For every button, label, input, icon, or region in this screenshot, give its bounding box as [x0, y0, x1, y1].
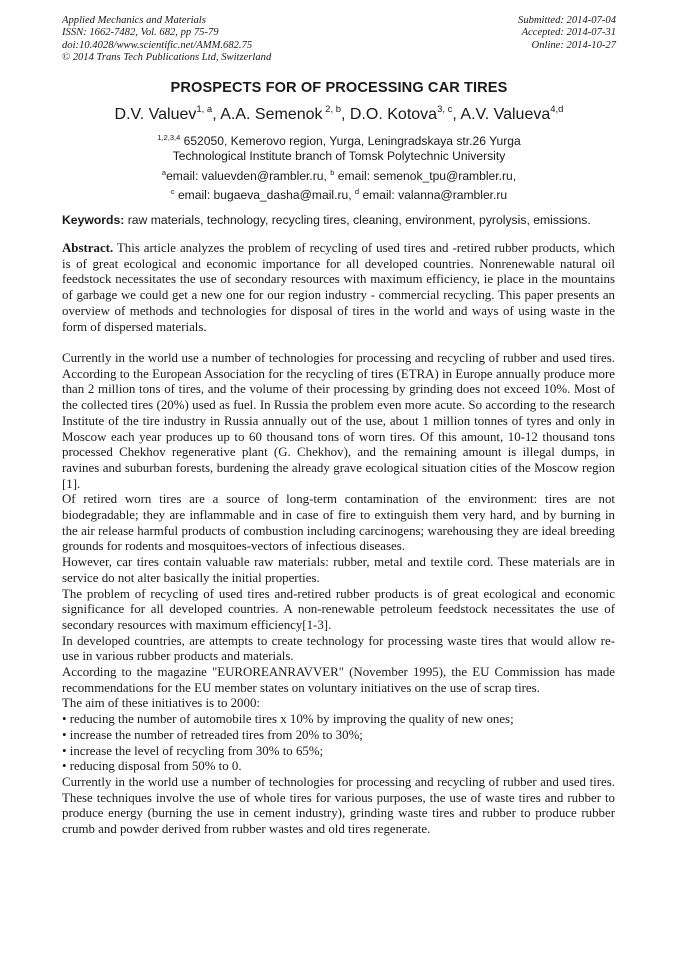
- online-date: Online: 2014-10-27: [531, 39, 616, 51]
- paper-title: PROSPECTS FOR OF PROCESSING CAR TIRES: [170, 80, 508, 96]
- abstract-label: Abstract.: [62, 241, 114, 255]
- bullet-item: • increase the number of retreaded tires from 20% to 30%;: [62, 727, 363, 742]
- abstract-text: This article analyzes the problem of recycling of used tires and -retired rubber products, which is of great ecological and economic importance for all developed countries. Nonrenewable natural oil feedstock necessitates the use of secondary resources with maximum efficiency, ie place in the mountains of garbage we could get a new one for our region industry - commercial recycling. This paper presents an overview of methods and technologies for disposal of tires in the world and ways of using waste in the form of dispersed materials.: [62, 241, 615, 334]
- author-name: D.O. Kotova: [349, 106, 438, 123]
- author-list: D.V. Valuev$^{1, a}$, A.A. Semenok $^{2, b}$, D.O. Kotova$^{3, c}$, A.V. Valueva$^{4,d}$: [114, 104, 564, 123]
- paragraph: The problem of recycling of used tires and-retired rubber products is of great ecological and economic significance for all developed countries. A non-renewable petroleum feedstock necessitates the use of secondary resources with maximum efficiency[1-3].: [62, 586, 615, 632]
- email-d[interactable]: email: valanna@rambler.ru: [359, 188, 508, 202]
- affiliation: [0, 130, 678, 164]
- email-line-1: $^a$email: valuevden@rambler.ru, $^b$ email: semenok_tpu@rambler.ru,: [161, 168, 517, 183]
- email-c[interactable]: email: bugaeva_dasha@mail.ru,: [174, 188, 355, 202]
- keywords: [62, 213, 622, 227]
- author-sup: 1, a: [196, 104, 213, 115]
- email-a[interactable]: email: valuevden@rambler.ru,: [166, 169, 331, 183]
- keywords-label: Keywords:: [62, 213, 125, 227]
- affiliation-sup: 1,2,3,4: [157, 133, 181, 142]
- email-line-2: $^c$ email: bugaeva_dasha@mail.ru, $^d$ email: valanna@rambler.ru: [170, 187, 508, 202]
- paragraph: According to the magazine "EUROREANRAVVER" (November 1995), the EU Commission has made recommendations for the EU member states on voluntary initiatives on the use of scrap tires.: [62, 665, 615, 695]
- copyright-line: © 2014 Trans Tech Publications Ltd, Switzerland: [62, 52, 272, 64]
- email-b[interactable]: email: semenok_tpu@rambler.ru,: [334, 169, 517, 183]
- author-sup: 2, b: [322, 104, 342, 115]
- paragraph: Of retired worn tires are a source of long-term contamination of the environment: tires are not biodegradable; they are inflammable and in case of fire to extinguish them very hard, and by burning in the air release harmful products of combustion including carcinogens; warehousing they are ideal breeding grounds for rodents and mosquitoes-vectors of infectious diseases.: [62, 492, 615, 554]
- paragraph: In developed countries, are attempts to create technology for processing waste tires that would allow re-use in various rubber products and materials.: [62, 633, 615, 664]
- abstract: [62, 241, 615, 335]
- submitted-date: Submitted: 2014-07-04: [518, 15, 616, 26]
- journal-header: [62, 15, 382, 65]
- keywords-text: raw materials, technology, recycling tires, cleaning, environment, pyrolysis, emissions.: [124, 213, 591, 227]
- affiliation-line-2: Technological Institute branch of Tomsk Polytechnic University: [172, 149, 506, 163]
- issn-line: ISSN: 1662-7482, Vol. 682, pp 75-79: [62, 27, 219, 39]
- author-name: A.V. Valueva: [460, 106, 551, 123]
- paragraph: The aim of these initiatives is to 2000:: [62, 696, 260, 711]
- bullet-item: • increase the level of recycling from 30% to 65%;: [62, 743, 324, 758]
- paragraph: Currently in the world use a number of technologies for processing and recycling of rubber and used tires. These techniques involve the use of whole tires for various purposes, the use of waste tires and rubber to produce energy (burning the use in cement industry), grinding waste tires and rubber to produce rubber crumb and powder derived from rubber wastes and old tires regenerate.: [62, 774, 615, 837]
- email-block: [0, 165, 678, 203]
- author-name: A.A. Semenok: [220, 106, 323, 123]
- doi-line: doi:10.4028/www.scientific.net/AMM.682.75: [62, 39, 253, 51]
- bullet-item: • reducing the number of automobile tires x 10% by improving the quality of new ones;: [62, 712, 514, 727]
- main-body: [62, 351, 615, 838]
- paragraph: Currently in the world use a number of technologies for processing and recycling of rubber and used tires. According to the European Association for the recycling of tires (ETRA) in Europe annually produce more than 2 million tons of tires, and the volume of their processing by grinding does not exceed 10%. Most of the collected tires (20%) used as fuel. In Russia the problem even more acute. So according to the research Institute of the tire industry in Russia annually out of the use, about 1 million tonnes of tyres and only in Moscow each year produces up to 60 thousand tons of worn tires. Of this amount, 10-12 thousand tons processed Chekhov regenerative plant (G. Chekhov), and the remaining amount is illegal dumps, in ravines and suburban forests, burdening the already grave ecological situation cities of the Moscow region [1].: [62, 351, 615, 491]
- affiliation-line-1: $^{1,2,3,4}$ 652050, Kemerovo region, Yurga, Leningradskaya str.26 Yurga: [157, 133, 521, 148]
- dates-header: [376, 15, 616, 52]
- bullet-item: • reducing disposal from 50% to 0.: [62, 759, 242, 774]
- author-name: D.V. Valuev: [114, 106, 197, 123]
- paragraph: However, car tires contain valuable raw materials: rubber, metal and textile cord. These materials are in service do not alter basically the initial properties.: [62, 555, 615, 585]
- accepted-date: Accepted: 2014-07-31: [521, 27, 616, 39]
- journal-name: Applied Mechanics and Materials: [62, 15, 206, 26]
- author-sup: 3, c: [437, 104, 453, 115]
- author-sup: 4,d: [550, 104, 564, 115]
